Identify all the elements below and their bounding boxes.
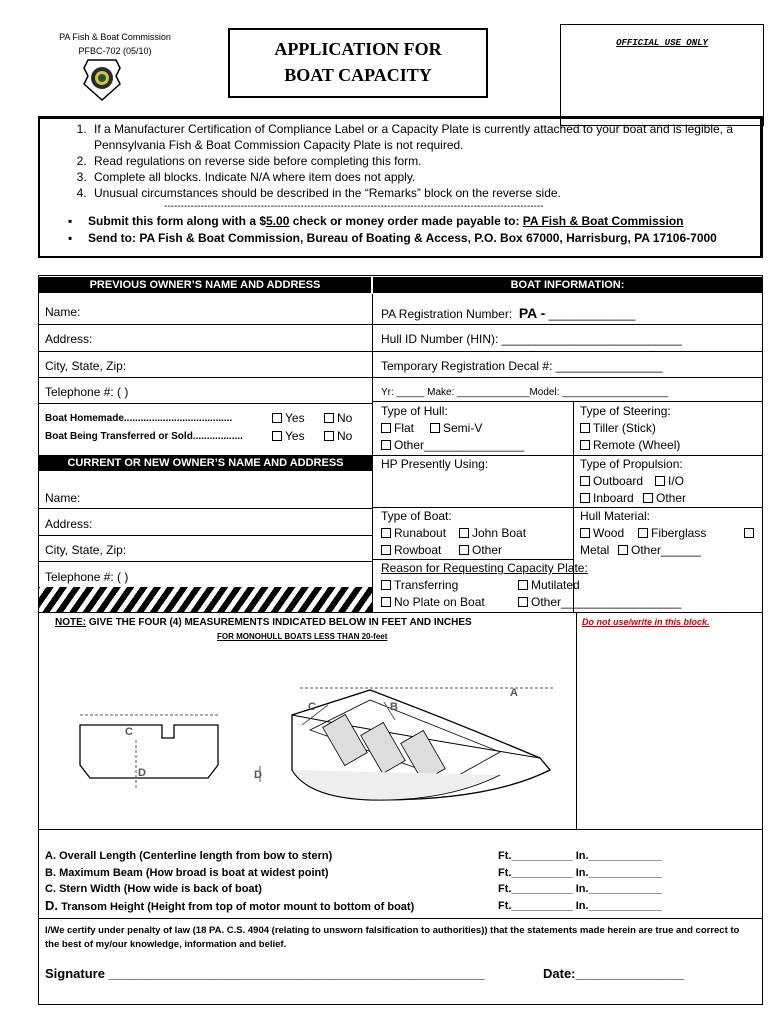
mutilated-label: Mutilated [531, 578, 580, 592]
rule [39, 403, 372, 404]
rule [573, 507, 762, 508]
dim-a-label: A [510, 687, 518, 699]
measurement-input-row[interactable] [498, 881, 662, 898]
curr-owner-phone: Telephone #: ( ) [45, 570, 129, 584]
official-use-label: OFFICIAL USE ONLY [616, 38, 708, 48]
hull-other[interactable] [381, 438, 524, 452]
row-letter: D. [45, 897, 58, 913]
submit-instruction [40, 213, 760, 230]
divider: ------------------------------------------------------------------------------------------------------------------ [164, 201, 544, 212]
bullet-icon: ▪ [68, 231, 73, 245]
checkbox[interactable] [655, 476, 665, 486]
rowboat-label: Rowboat [394, 543, 442, 557]
steering-label: Type of Steering: [580, 404, 671, 418]
tiller-label: Tiller (Stick) [593, 421, 656, 435]
checkbox[interactable] [324, 413, 334, 423]
type-rowboat[interactable] [381, 543, 441, 557]
dim-d-label: D [138, 767, 146, 779]
rule [39, 612, 762, 613]
mat-wood[interactable] [580, 526, 624, 540]
row-text: Maximum Beam (How broad is boat at widest point) [59, 866, 329, 879]
feet-input[interactable]: Ft.__________ [498, 850, 573, 862]
boat-transferred-label: Boat Being Transferred or Sold.................. [45, 431, 243, 442]
hull-side [292, 770, 500, 800]
checkbox[interactable] [430, 423, 440, 433]
agency-name: PA Fish & Boat Commission [59, 32, 171, 42]
date-field[interactable]: Date:_______________ [543, 966, 684, 981]
instruction-item: 3. Complete all blocks. Indicate N/A where item does not apply. [90, 169, 760, 185]
dim-c2-label: C [308, 701, 316, 713]
checkbox[interactable] [381, 545, 391, 555]
other-label: Other__________________ [531, 595, 682, 609]
rule [373, 401, 762, 402]
transom-outline [80, 725, 218, 778]
fiberglass-label: Fiberglass [651, 526, 707, 540]
measurement-input-row[interactable] [498, 865, 662, 882]
prev-owner-address: Address: [45, 332, 93, 346]
reason-transferring[interactable] [381, 578, 458, 592]
title-line-1: APPLICATION FOR [274, 39, 442, 59]
hp-label: HP Presently Using: [381, 457, 489, 471]
hull-flat[interactable] [381, 421, 414, 435]
measurement-list [45, 848, 414, 915]
reason-other[interactable] [518, 595, 681, 609]
rule [39, 377, 372, 378]
hin-field: Hull ID Number (HIN): ___________________________ [381, 332, 682, 346]
hatched-area [39, 587, 372, 612]
rule [39, 535, 372, 536]
measurement-input-row[interactable] [498, 898, 662, 915]
semiv-label: Semi-V [443, 421, 483, 435]
yes-label: Yes [285, 411, 305, 425]
reason-label: Reason for Requesting Capacity Plate: [381, 561, 588, 575]
note-text: GIVE THE FOUR (4) MEASUREMENTS INDICATED BELOW IN FEET AND INCHES [86, 617, 472, 628]
yes-label: Yes [285, 429, 305, 443]
checkbox[interactable] [580, 440, 590, 450]
checkbox[interactable] [580, 528, 590, 538]
no-label: No [337, 429, 353, 443]
prop-inboard[interactable] [580, 491, 634, 505]
measure-note [55, 617, 472, 628]
inches-input[interactable]: In.____________ [575, 866, 662, 879]
homemade-no[interactable] [324, 411, 352, 425]
instruction-item: 4. Unusual circumstances should be described in the “Remarks” block on the reverse side. [90, 185, 760, 201]
checkbox[interactable] [518, 580, 528, 590]
remote-label: Remote (Wheel) [593, 438, 681, 452]
fee-amount: 5.00 [266, 214, 290, 228]
steering-tiller[interactable] [580, 421, 656, 435]
rule [39, 351, 372, 352]
checkbox[interactable] [643, 493, 653, 503]
curr-owner-address: Address: [45, 517, 93, 531]
checkbox[interactable] [381, 597, 391, 607]
note-label: NOTE: [55, 617, 87, 628]
hull-type-label: Type of Hull: [381, 404, 448, 418]
runabout-label: Runabout [394, 526, 447, 540]
bullet-icon: ▪ [68, 214, 73, 228]
row-text: Transom Height (Height from top of motor mount to bottom of boat) [61, 900, 415, 913]
steering-remote[interactable] [580, 438, 680, 452]
mat-metal-checkbox[interactable] [744, 526, 757, 540]
checkbox[interactable] [381, 580, 391, 590]
mailing-instruction [40, 230, 760, 247]
column-divider [576, 612, 577, 829]
year-make-model: Yr: _____ Make: _____________Model: ___________________ [381, 387, 668, 398]
boat-info-header: BOAT INFORMATION: [373, 277, 762, 293]
dim-d2-label: D [254, 769, 262, 781]
checkbox[interactable] [381, 423, 391, 433]
certification-statement: I/We certify under penalty of law (18 PA. C.S. 4904 (relating to unsworn falsification to authorities)) that the statements made herein are true and correct to the best of my/our knowledge, information and belief. [45, 925, 740, 950]
reason-mutilated[interactable] [518, 578, 580, 592]
measurement-row [45, 881, 414, 898]
reg-prefix: PA - [518, 305, 546, 321]
measurement-row [45, 848, 414, 865]
boat-type-label: Type of Boat: [381, 509, 452, 523]
rule [373, 559, 573, 560]
reason-noplate[interactable] [381, 595, 485, 609]
column-divider [372, 294, 373, 612]
decal-field: Temporary Registration Decal #: ________________ [381, 359, 663, 373]
rule [39, 324, 372, 325]
submit-text: Submit this form along with a $ [88, 214, 267, 228]
agency-seal-icon [82, 58, 122, 102]
rule [39, 561, 372, 562]
material-label: Hull Material: [580, 509, 651, 523]
mailing-address: Send to: PA Fish & Boat Commission, Bureau of Boating & Access, P.O. Box 67000, Harrisburg, PA 17106-7000 [88, 231, 717, 245]
seat-2 [361, 722, 406, 773]
checkbox[interactable] [580, 493, 590, 503]
propulsion-label: Type of Propulsion: [580, 457, 683, 471]
measurement-row [45, 898, 414, 916]
inches-input[interactable]: In.____________ [575, 850, 662, 862]
row-text: Stern Width (How wide is back of boat) [59, 883, 262, 895]
checkbox[interactable] [324, 431, 334, 441]
other-label: Other [472, 543, 503, 557]
inches-input[interactable]: In.____________ [575, 883, 662, 895]
inboard-label: Inboard [593, 491, 634, 505]
boat-homemade-label: Boat Homemade....................................... [45, 413, 233, 424]
checkbox[interactable] [381, 528, 391, 538]
feet-input[interactable]: Ft.__________ [498, 883, 573, 895]
prop-other[interactable] [643, 491, 686, 505]
rule [373, 507, 573, 508]
checkbox[interactable] [459, 528, 469, 538]
rule [39, 508, 372, 509]
transferring-label: Transferring [394, 578, 459, 592]
measurement-inputs [498, 848, 662, 914]
other-label: Other [656, 491, 687, 505]
prev-owner-header: PREVIOUS OWNER’S NAME AND ADDRESS [39, 277, 371, 293]
feet-input[interactable]: Ft.__________ [498, 866, 573, 879]
wood-label: Wood [593, 526, 625, 540]
transferred-yes[interactable] [272, 429, 305, 443]
io-label: I/O [668, 474, 685, 488]
rule [573, 455, 762, 456]
prev-owner-city: City, State, Zip: [45, 359, 127, 373]
checkbox[interactable] [744, 528, 754, 538]
type-other[interactable] [459, 543, 502, 557]
row-text: Overall Length (Centerline length from bow to stern) [59, 850, 333, 862]
homemade-yes[interactable] [272, 411, 305, 425]
rule [39, 829, 762, 830]
payee: PA Fish & Boat Commission [522, 214, 684, 228]
transferred-no[interactable] [324, 429, 352, 443]
metal-label: Metal [580, 543, 610, 557]
prev-owner-name: Name: [45, 305, 81, 319]
measurement-row [45, 865, 414, 882]
prop-io[interactable] [655, 474, 684, 488]
signature-field[interactable]: Signature ____________________________________________________ [45, 966, 485, 981]
mat-fiberglass[interactable] [638, 526, 706, 540]
dim-b-label: B [390, 701, 398, 713]
measurement-input-row[interactable] [498, 848, 662, 865]
reg-blank: _____________ [548, 307, 636, 321]
checkbox[interactable] [381, 440, 391, 450]
rule [373, 377, 762, 378]
flat-label: Flat [394, 421, 415, 435]
checkbox[interactable] [272, 413, 282, 423]
no-label: No [337, 411, 353, 425]
type-runabout[interactable] [381, 526, 446, 540]
checkbox[interactable] [580, 476, 590, 486]
office-use-notice: Do not use/write in this block. [582, 617, 710, 627]
rule [373, 351, 762, 352]
reg-label: PA Registration Number: [381, 307, 513, 321]
mat-metal [580, 543, 609, 557]
other-label: Other______ [631, 543, 702, 557]
checkbox[interactable] [580, 423, 590, 433]
curr-owner-name: Name: [45, 491, 81, 505]
checkbox[interactable] [638, 528, 648, 538]
checkbox[interactable] [272, 431, 282, 441]
agency-header [40, 30, 190, 58]
checkbox[interactable] [518, 597, 528, 607]
rule [373, 324, 762, 325]
row-letter: A. [45, 850, 56, 862]
row-letter: B. [45, 866, 56, 879]
feet-input[interactable]: Ft.__________ [498, 899, 573, 912]
checkbox[interactable] [459, 545, 469, 555]
instructions-list [40, 121, 760, 201]
form-number: PFBC-702 (05/10) [78, 46, 152, 56]
noplate-label: No Plate on Boat [394, 595, 485, 609]
inches-input[interactable]: In.____________ [575, 899, 662, 912]
checkbox[interactable] [618, 545, 628, 555]
hull-semiv[interactable] [430, 421, 482, 435]
title-line-2: BOAT CAPACITY [284, 65, 432, 85]
prev-owner-phone: Telephone #: ( ) [45, 385, 129, 399]
submit-text-mid: check or money order made payable to: [289, 214, 523, 228]
row-letter: C. [45, 883, 56, 895]
form-title [228, 28, 488, 98]
prop-outboard[interactable] [580, 474, 643, 488]
curr-owner-city: City, State, Zip: [45, 543, 127, 557]
rule [39, 918, 762, 919]
boat-diagram [70, 660, 565, 820]
registration-number [381, 305, 635, 321]
rule [373, 455, 573, 456]
instruction-item: 1. If a Manufacturer Certification of Compliance Label or a Capacity Plate is currently attached to your boat and is legible, a Pennsylvania Fish & Boat Commission Capacity Plate is not required. [90, 121, 760, 153]
instructions-box [38, 116, 763, 258]
curr-owner-header: CURRENT OR NEW OWNER’S NAME AND ADDRESS [39, 455, 372, 471]
dim-c-label: C [125, 726, 133, 738]
official-use-box [560, 24, 764, 126]
outboard-label: Outboard [593, 474, 644, 488]
johnboat-label: John Boat [472, 526, 527, 540]
other-label: Other_______________ [394, 438, 525, 452]
mat-other[interactable] [618, 543, 701, 557]
instruction-item: 2. Read regulations on reverse side before completing this form. [90, 153, 760, 169]
measure-subnote: FOR MONOHULL BOATS LESS THAN 20-feet [217, 632, 388, 641]
type-johnboat[interactable] [459, 526, 526, 540]
